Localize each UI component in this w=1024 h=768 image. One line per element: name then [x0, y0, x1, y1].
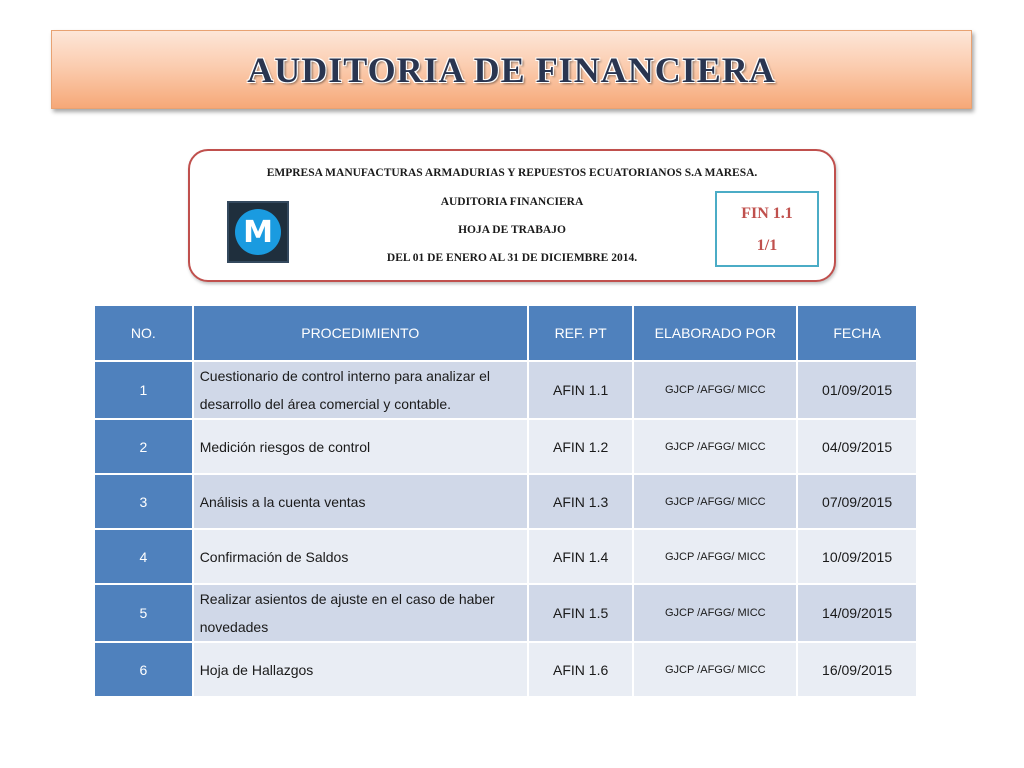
row-date: 04/09/2015	[797, 419, 917, 474]
row-number: 4	[94, 529, 193, 584]
row-date: 01/09/2015	[797, 361, 917, 419]
row-ref: AFIN 1.3	[528, 474, 634, 529]
row-prepared-by: GJCP /AFGG/ MICC	[633, 529, 797, 584]
company-logo	[227, 201, 289, 263]
reference-code: FIN 1.1	[741, 205, 793, 222]
table-row	[94, 474, 917, 529]
procedures-table	[93, 304, 918, 698]
worksheet-header	[188, 149, 836, 282]
company-name: EMPRESA MANUFACTURAS ARMADURIAS Y REPUESTOS ECUATORIANOS S.A MARESA.	[266, 167, 758, 179]
table-row	[94, 419, 917, 474]
table-row	[94, 529, 917, 584]
row-number: 5	[94, 584, 193, 642]
column-header-ref: REF. PT	[528, 305, 634, 361]
row-procedure: Hoja de Hallazgos	[193, 642, 528, 697]
audit-type: AUDITORIA FINANCIERA	[440, 196, 584, 208]
row-ref: AFIN 1.4	[528, 529, 634, 584]
row-ref: AFIN 1.2	[528, 419, 634, 474]
row-ref: AFIN 1.6	[528, 642, 634, 697]
row-number: 1	[94, 361, 193, 419]
row-prepared-by: GJCP /AFGG/ MICC	[633, 361, 797, 419]
page-title: AUDITORIA DE FINANCIERA	[247, 49, 776, 90]
row-procedure: Realizar asientos de ajuste en el caso de haber novedades	[193, 584, 528, 642]
table-row	[94, 642, 917, 697]
table-header-row	[94, 305, 917, 361]
reference-box	[715, 191, 819, 267]
row-date: 14/09/2015	[797, 584, 917, 642]
row-procedure: Confirmación de Saldos	[193, 529, 528, 584]
row-procedure: Medición riesgos de control	[193, 419, 528, 474]
column-header-date: FECHA	[797, 305, 917, 361]
row-prepared-by: GJCP /AFGG/ MICC	[633, 642, 797, 697]
row-prepared-by: GJCP /AFGG/ MICC	[633, 584, 797, 642]
reference-page: 1/1	[756, 237, 778, 254]
row-procedure: Cuestionario de control interno para analizar el desarrollo del área comercial y contable.	[193, 361, 528, 419]
column-header-procedure: PROCEDIMIENTO	[193, 305, 528, 361]
row-ref: AFIN 1.1	[528, 361, 634, 419]
row-number: 2	[94, 419, 193, 474]
table-row	[94, 361, 917, 419]
sheet-label: HOJA DE TRABAJO	[458, 224, 566, 236]
row-date: 10/09/2015	[797, 529, 917, 584]
row-procedure: Análisis a la cuenta ventas	[193, 474, 528, 529]
row-prepared-by: GJCP /AFGG/ MICC	[633, 474, 797, 529]
table-row	[94, 584, 917, 642]
column-header-prepared-by: ELABORADO POR	[633, 305, 797, 361]
row-ref: AFIN 1.5	[528, 584, 634, 642]
title-banner	[51, 30, 972, 109]
logo-letter: M	[235, 209, 281, 255]
row-date: 07/09/2015	[797, 474, 917, 529]
column-header-no: NO.	[94, 305, 193, 361]
row-date: 16/09/2015	[797, 642, 917, 697]
audit-period: DEL 01 DE ENERO AL 31 DE DICIEMBRE 2014.	[386, 252, 638, 264]
row-number: 6	[94, 642, 193, 697]
row-number: 3	[94, 474, 193, 529]
row-prepared-by: GJCP /AFGG/ MICC	[633, 419, 797, 474]
